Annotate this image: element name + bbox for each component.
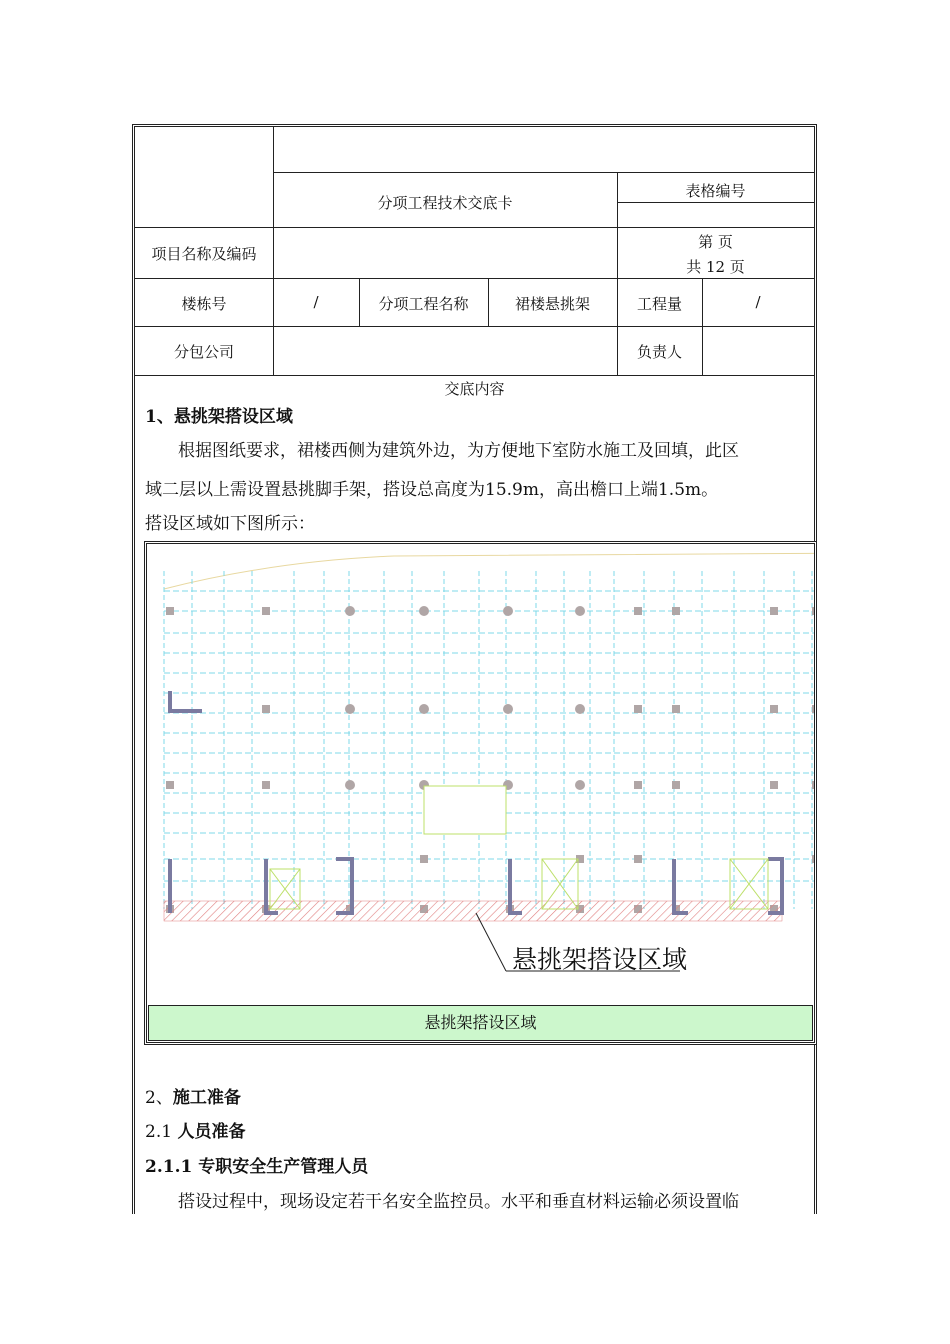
structural-column <box>419 606 429 616</box>
form-number-label: 表格编号 <box>685 182 746 200</box>
quantity-label: 工程量 <box>636 295 682 313</box>
section1-paragraph-line3: 搭设区域如下图所示： <box>145 514 315 534</box>
section2-title: 施工准备 <box>172 1088 241 1108</box>
structural-column <box>634 781 642 789</box>
row-line <box>273 172 814 173</box>
structural-column <box>770 607 778 615</box>
structural-column <box>770 705 778 713</box>
content-label: 交底内容 <box>444 380 505 398</box>
structural-column <box>575 704 585 714</box>
structural-column <box>634 607 642 615</box>
page-number: 第 页 <box>698 233 733 251</box>
structural-column <box>672 607 680 615</box>
callout-leader <box>476 913 506 971</box>
structural-column <box>812 607 817 615</box>
structural-column <box>575 780 585 790</box>
building-label: 楼栋号 <box>181 295 227 313</box>
structural-column <box>812 781 817 789</box>
subcontractor-label: 分包公司 <box>173 343 234 361</box>
quantity-value: / <box>755 293 761 311</box>
row-line <box>135 375 814 376</box>
subitem-label: 分项工程名称 <box>378 295 469 313</box>
structural-column <box>419 704 429 714</box>
section1-paragraph-line2: 域二层以上需设置悬挑脚手架，搭设总高度为15.9m，高出檐口上端1.5m。 <box>145 480 719 500</box>
section2-1-number: 2.1 <box>145 1122 178 1142</box>
building-outline <box>164 553 817 589</box>
structural-column <box>166 781 174 789</box>
atrium-box <box>424 786 506 834</box>
structural-column <box>345 704 355 714</box>
section2-1-heading <box>145 1117 245 1142</box>
row-line <box>135 278 814 279</box>
structural-column <box>166 607 174 615</box>
row-line <box>135 227 814 228</box>
section2-1-title: 人员准备 <box>177 1122 246 1142</box>
structural-column <box>503 606 513 616</box>
section1-paragraph-line1: 根据图纸要求，裙楼西侧为建筑外边，为方便地下室防水施工及回填，此区 <box>178 441 739 461</box>
structural-column <box>634 705 642 713</box>
structural-column <box>262 705 270 713</box>
structural-column <box>575 606 585 616</box>
site-plan-drawing <box>144 541 817 1045</box>
project-name-label: 项目名称及编码 <box>151 245 257 263</box>
row-line <box>617 202 814 203</box>
building-value: / <box>313 293 319 311</box>
structural-column <box>503 704 513 714</box>
floor-plan-svg <box>144 541 817 1045</box>
section2-paragraph-line1: 搭设过程中，现场设定若干名安全监控员。水平和垂直材料运输必须设置临 <box>178 1192 739 1212</box>
structural-column <box>672 705 680 713</box>
figure-caption: 悬挑架搭设区域 <box>148 1005 813 1041</box>
col-line <box>273 127 274 375</box>
section2-1-1-heading: 2.1.1 专职安全生产管理人员 <box>145 1157 369 1177</box>
row-line <box>135 326 814 327</box>
subitem-value: 裙楼悬挑架 <box>514 295 590 313</box>
structural-column <box>262 607 270 615</box>
structural-column <box>812 705 817 713</box>
form-title: 分项工程技术交底卡 <box>377 194 513 212</box>
structural-column <box>812 855 817 863</box>
section2-number: 2、 <box>145 1088 173 1108</box>
scaffold-zone <box>164 901 782 921</box>
structural-column <box>770 781 778 789</box>
core-wall <box>170 691 202 711</box>
section1-heading: 1、悬挑架搭设区域 <box>145 407 293 427</box>
structural-column <box>634 855 642 863</box>
structural-column <box>420 855 428 863</box>
structural-column <box>262 781 270 789</box>
responsible-label: 负责人 <box>636 343 682 361</box>
section2-heading <box>145 1083 241 1108</box>
structural-column <box>345 606 355 616</box>
scaffold-area-callout: 悬挑架搭设区域 <box>512 945 688 974</box>
structural-column <box>345 780 355 790</box>
structural-column <box>672 781 680 789</box>
page-total: 共 12 页 <box>686 258 745 276</box>
